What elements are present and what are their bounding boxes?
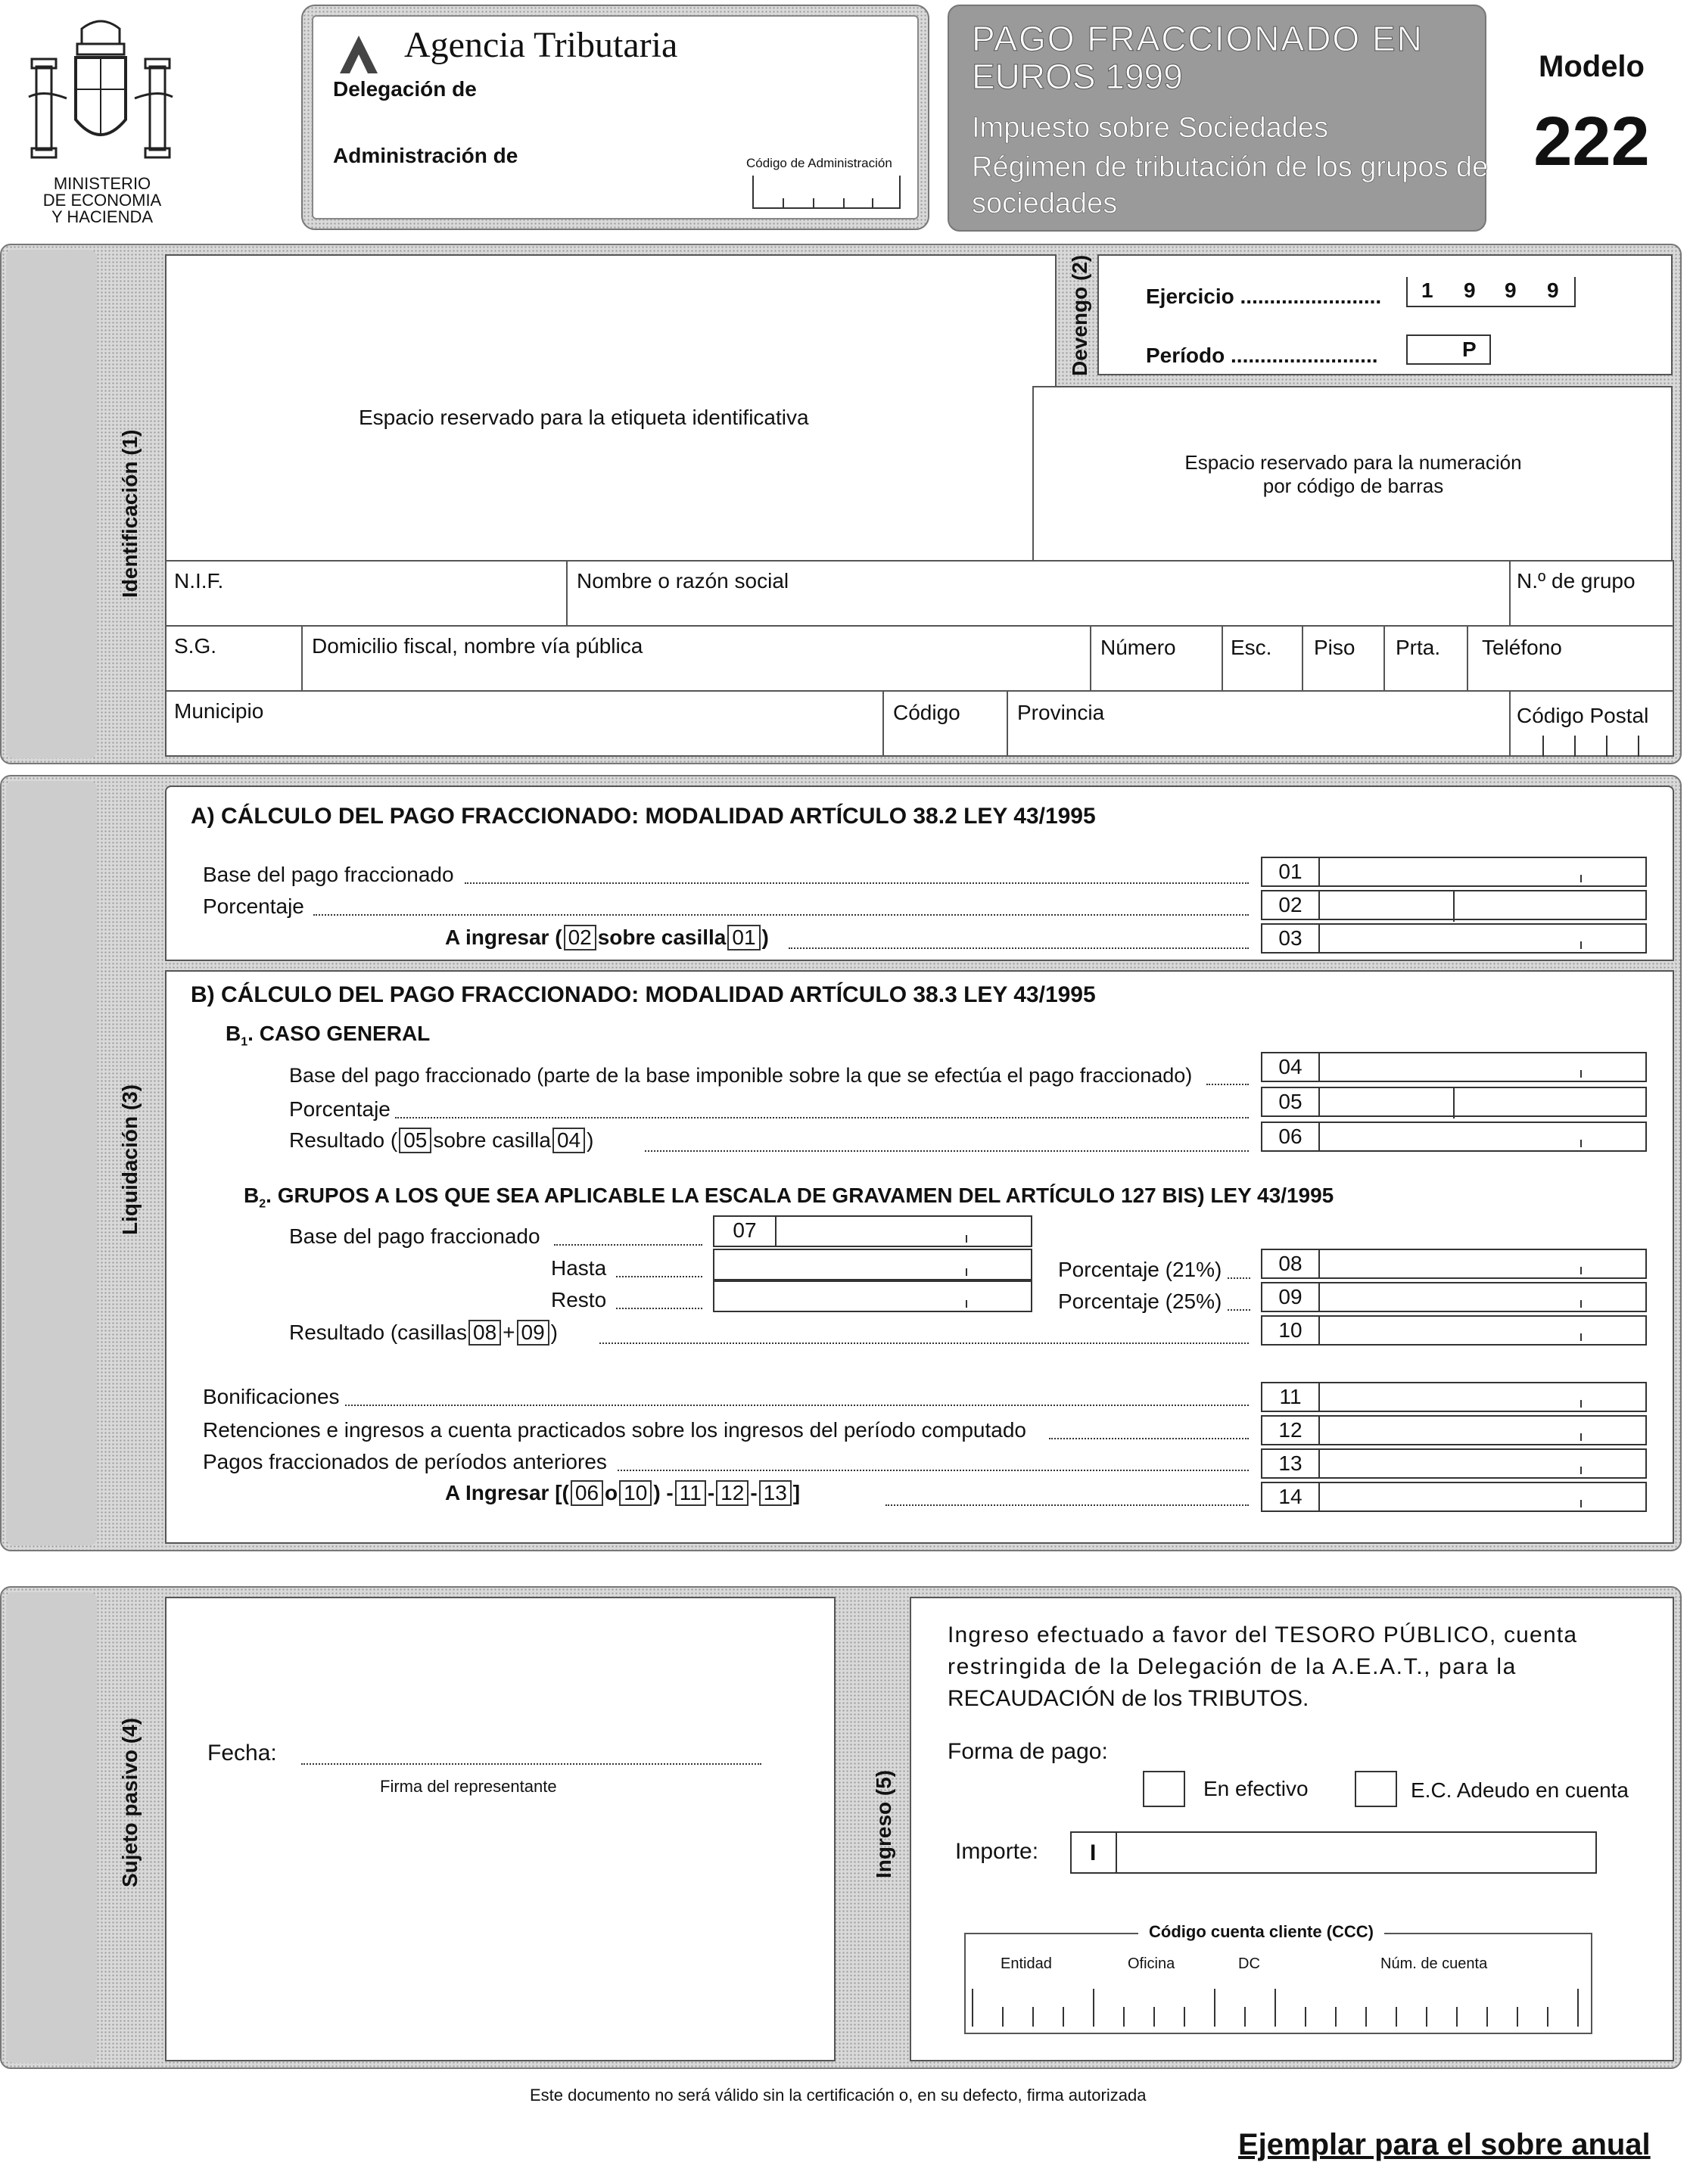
casilla-06: 06 [1261,1122,1320,1152]
telefono-label: Teléfono [1482,636,1562,659]
nif-input[interactable] [174,593,552,621]
ccc-digit-divider [1032,2007,1034,2027]
modelo-label: Modelo [1539,50,1645,83]
devengo-side-label: Devengo (2) [1068,254,1091,376]
cp-input[interactable] [1509,731,1674,757]
title-line2: EUROS 1999 [972,57,1183,96]
municipio-label: Municipio [174,699,264,723]
casilla-04: 04 [1261,1052,1320,1082]
section-b-title: B) CÁLCULO DEL PAGO FRACCIONADO: MODALIDAD ARTÍCULO 38.3 LEY 43/1995 [191,982,1096,1007]
domicilio-label: Domicilio fiscal, nombre vía pública [312,634,643,658]
ingreso-text3: RECAUDACIÓN de los TRIBUTOS. [948,1686,1309,1711]
ingreso-text1: Ingreso efectuado a favor del TESORO PÚBLICO, cuenta [948,1622,1578,1647]
amount-02-input[interactable] [1318,890,1647,920]
casilla-02: 02 [1261,890,1320,920]
ccc-digit-divider [1365,2007,1367,2027]
nif-label: N.I.F. [174,569,224,593]
nombre-label: Nombre o razón social [577,569,789,593]
identificacion-panel [0,244,1682,764]
forma-pago-label: Forma de pago: [948,1739,1108,1764]
ingreso-text2: restringida de la Delegación de la A.E.A.T., para la [948,1654,1517,1679]
resto-input[interactable] [713,1280,1032,1312]
ccc-digit-divider [1396,2007,1397,2027]
periodo-field[interactable]: P [1406,334,1491,365]
title-sub1: Impuesto sobre Sociedades [972,112,1329,144]
casilla-09: 09 [1261,1282,1320,1312]
provincia-label: Provincia [1017,701,1105,724]
ccc-digit-divider [1123,2007,1125,2027]
pagos-label: Pagos fraccionados de períodos anteriores [203,1450,607,1473]
a-base-label: Base del pago fraccionado [203,863,454,886]
b1-base-label: Base del pago fraccionado (parte de la base imponible sobre la que se efectúa el pago fraccionado) [289,1064,1193,1087]
amount-07-input[interactable] [775,1215,1032,1247]
ccc-digit-divider [1244,2007,1246,2027]
ccc-digit-divider [1002,2007,1004,2027]
modelo-block [1506,50,1677,182]
sg-label: S.G. [174,634,217,658]
casilla-08: 08 [1261,1249,1320,1279]
numero-label: Número [1100,636,1176,659]
sujeto-ingreso-panel [0,1586,1682,2069]
amount-10-input[interactable] [1318,1315,1647,1346]
municipio-input[interactable] [174,723,873,751]
agency-logo-icon [336,32,381,77]
administracion-label: Administración de [333,144,518,167]
title-line1: PAGO FRACCIONADO EN [972,19,1424,58]
adeudo-label: E.C. Adeudo en cuenta [1411,1778,1629,1802]
b2-base-label: Base del pago fraccionado [289,1224,540,1248]
agency-name: Agencia Tributaria [404,25,678,65]
retenciones-label: Retenciones e ingresos a cuenta practicados sobre los ingresos del período computado [203,1418,1026,1442]
nombre-input[interactable] [577,593,1500,621]
casilla-07: 07 [713,1215,777,1247]
codigo-admin-input[interactable] [752,176,901,209]
ccc-digit-divider [1486,2007,1488,2027]
codigo-label: Código [893,701,960,724]
casilla-14: 14 [1261,1482,1320,1512]
casilla-11: 11 [1261,1382,1320,1412]
agency-box [301,5,929,230]
amount-05-input[interactable] [1318,1087,1647,1117]
ccc-digit-divider [1547,2007,1548,2027]
amount-03-input[interactable] [1318,923,1647,954]
section-a-title: A) CÁLCULO DEL PAGO FRACCIONADO: MODALIDAD ARTÍCULO 38.2 LEY 43/1995 [191,804,1096,829]
ingreso-side-label: Ingreso (5) [872,1769,895,1878]
a-ingresar-label: A ingresar ( 02 sobre casilla 01 ) [445,926,769,949]
pct25-label: Porcentaje (25%) [1058,1290,1222,1313]
casilla-10: 10 [1261,1315,1320,1346]
piso-label: Piso [1314,636,1355,659]
liquidacion-side-label: Liquidación (3) [118,1084,142,1235]
periodo-label: Período ......................... [1146,344,1378,367]
a-pct-label: Porcentaje [203,894,304,918]
amount-13-input[interactable] [1318,1448,1647,1479]
identificacion-area [165,254,1674,757]
left-stripe [6,781,97,1545]
dc-label: DC [1238,1955,1260,1972]
ccc-digit-divider [1517,2007,1518,2027]
ccc-digit-divider [972,1989,973,2027]
ccc-digit-divider [1093,1989,1094,2027]
importe-input[interactable]: I [1070,1831,1597,1874]
pct21-label: Porcentaje (21%) [1058,1258,1222,1281]
grupo-label: N.º de grupo [1517,569,1636,593]
ejercicio-label: Ejercicio ........................ [1146,285,1382,308]
casilla-12: 12 [1261,1415,1320,1445]
liquidacion-panel [0,775,1682,1551]
amount-06-input[interactable] [1318,1122,1647,1152]
coat-of-arms [21,14,180,173]
ccc-digit-divider [1214,1989,1215,2027]
b2-title: $B_2$. GRUPOS A LOS QUE SEA APLICABLE LA ESCALA DE GRAVAMEN DEL ARTÍCULO 127 BIS) LEY 43/1995 [244,1184,1334,1211]
casilla-03: 03 [1261,923,1320,954]
oficina-label: Oficina [1128,1955,1175,1972]
footer-note: Este documento no será válido sin la certificación o, en su defecto, firma autorizada [530,2086,1147,2105]
ccc-digit-divider [1456,2007,1458,2027]
ministry-name: MINISTERIO DE ECONOMIA Y HACIENDA [42,174,162,226]
casilla-05: 05 [1261,1087,1320,1117]
esc-label: Esc. [1231,636,1272,659]
cuenta-label: Núm. de cuenta [1380,1955,1488,1972]
final-ingresar-label: A Ingresar [( 06 o 10 ) - 11 - 12 - 13 ] [445,1481,801,1504]
entidad-label: Entidad [1001,1955,1052,1972]
left-stripe [6,250,97,758]
bonif-label: Bonificaciones [203,1385,340,1408]
hasta-label: Hasta [551,1256,607,1280]
firma-label: Firma del representante [380,1777,557,1796]
efectivo-label: En efectivo [1203,1777,1309,1800]
ccc-digit-divider [1577,1989,1579,2027]
provincia-input[interactable] [1017,723,1502,751]
ejercicio-field[interactable]: 1 9 9 9 [1406,277,1576,307]
cp-label: Código Postal [1517,704,1649,727]
ccc-digit-divider [1184,2007,1185,2027]
amount-12-input[interactable] [1318,1415,1647,1445]
delegacion-label: Delegación de [333,77,477,101]
firma-area[interactable] [183,1807,819,2049]
ejemplar-label: Ejemplar para el sobre anual [1238,2128,1651,2161]
identificacion-side-label: Identificación (1) [118,429,142,598]
b1-resultado-label: Resultado ( 05 sobre casilla 04 ) [289,1128,594,1152]
title-sub2: Régimen de tributación de los grupos de [972,151,1489,183]
casilla-13: 13 [1261,1448,1320,1479]
amount-04-input[interactable] [1318,1052,1647,1082]
amount-09-input[interactable] [1318,1282,1647,1312]
ccc-digit-divider [1426,2007,1427,2027]
amount-11-input[interactable] [1318,1382,1647,1412]
hasta-input[interactable] [713,1249,1032,1280]
ccc-input[interactable] [972,1989,1585,2027]
ccc-label: Código cuenta cliente (CCC) [1138,1922,1384,1942]
amount-08-input[interactable] [1318,1249,1647,1279]
etiqueta-label: Espacio reservado para la etiqueta identificativa [359,406,809,429]
amount-01-input[interactable] [1318,857,1647,887]
casilla-01: 01 [1261,857,1320,887]
ccc-digit-divider [1305,2007,1306,2027]
b1-title: $B_1$. CASO GENERAL [226,1022,431,1049]
barcode-area: Espacio reservado para la numeración por código de barras [1184,451,1522,497]
ccc-digit-divider [1335,2007,1337,2027]
modelo-number: 222 [1533,103,1650,180]
ccc-digit-divider [1275,1989,1276,2027]
title-block [948,5,1489,232]
ccc-digit-divider [1063,2007,1064,2027]
resto-label: Resto [551,1288,607,1311]
grupo-input[interactable] [1517,593,1668,621]
b2-resultado-label: Resultado (casillas 08 + 09 ) [289,1321,558,1344]
fecha-label: Fecha: [207,1741,277,1766]
b1-pct-label: Porcentaje [289,1097,391,1121]
left-stripe [6,1592,97,2063]
prta-label: Prta. [1396,636,1441,659]
codigo-admin-label: Código de Administración [746,156,892,170]
importe-label: Importe: [955,1839,1039,1864]
efectivo-checkbox[interactable] [1143,1771,1185,1807]
amount-14-input[interactable] [1318,1482,1647,1512]
adeudo-checkbox[interactable] [1355,1771,1397,1807]
ccc-digit-divider [1153,2007,1155,2027]
title-sub3: sociedades [972,188,1118,219]
sujeto-side-label: Sujeto pasivo (4) [118,1717,142,1887]
domicilio-input[interactable] [312,658,1081,686]
